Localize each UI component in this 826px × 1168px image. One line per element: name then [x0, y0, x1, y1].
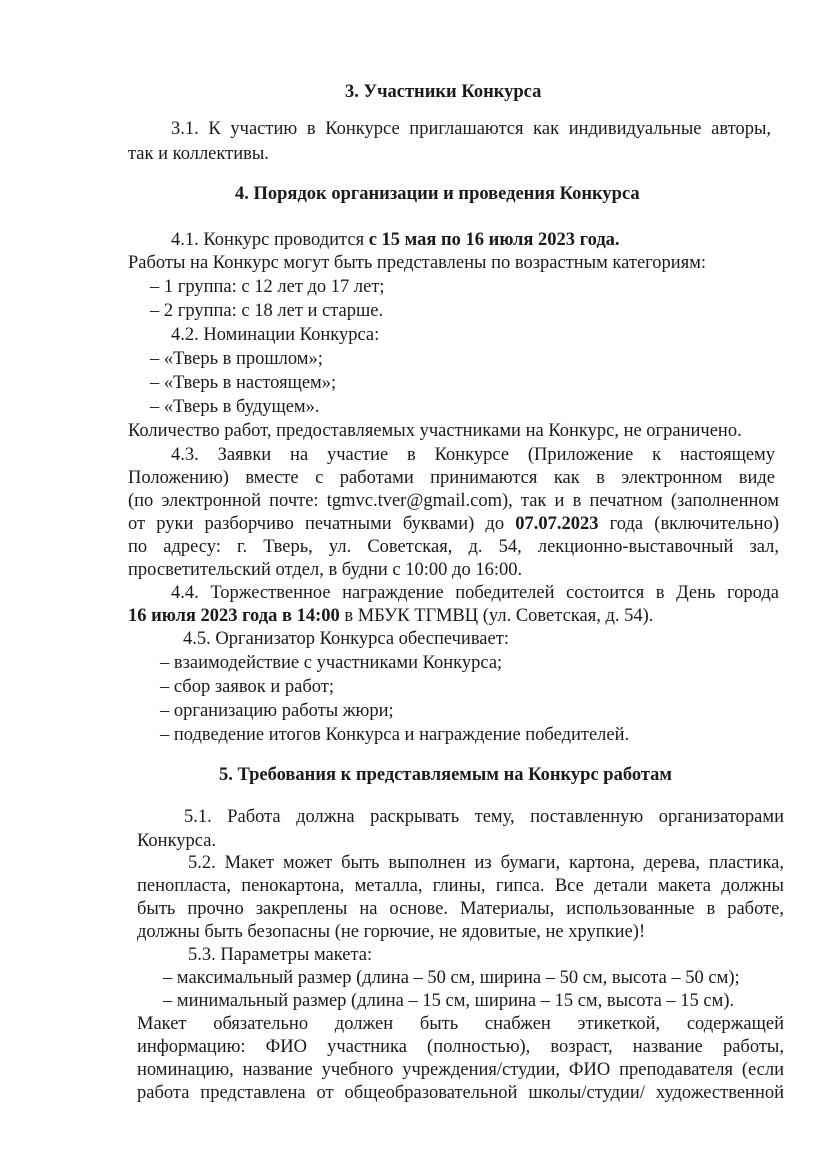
paragraph-4-1-line: Работы на Конкурс могут быть представлены по возрастным категориям:: [128, 253, 707, 273]
list-item-size: – минимальный размер (длина – 15 см, ширина – 15 см, высота – 15 см).: [163, 991, 735, 1011]
paragraph-5-2-line: 5.2. Макет может быть выполнен из бумаги, картона, дерева, пластика,: [188, 853, 784, 873]
list-item-duty: – организацию работы жюри;: [160, 701, 394, 721]
section-4-heading: 4. Порядок организации и проведения Конкурса: [235, 184, 640, 204]
paragraph-5-4-line: Макет обязательно должен быть снабжен этикеткой, содержащей: [137, 1014, 784, 1034]
paragraph-4-3-line: просветительский отдел, в будни с 10:00 до 16:00.: [128, 560, 523, 580]
paragraph-4-3-line: Положению) вместе с работами принимаются как в электронном виде: [128, 468, 775, 488]
paragraph-5-4-line: номинацию, название учебного учреждения/студии, ФИО преподавателя (если: [137, 1060, 784, 1080]
paragraph-4-4-line: 16 июля 2023 года в 14:00 в МБУК ТГМВЦ (ул. Советская, д. 54).: [128, 606, 654, 626]
paragraph-5-4-line: информацию: ФИО участника (полностью), возраст, название работы,: [137, 1037, 784, 1057]
list-item-duty: – взаимодействие с участниками Конкурса;: [160, 653, 503, 673]
paragraph-4-3-line: от руки разборчиво печатными буквами) до 07.07.2023 года (включительно): [128, 514, 779, 534]
paragraph-5-2-line: быть прочно закреплены на основе. Материалы, использованные в работе,: [137, 899, 784, 919]
paragraph-4-3-line: (по электронной почте: tgmvc.tver@gmail.com), так и в печатном (заполненном: [128, 491, 779, 511]
paragraph-4-3-line: 4.3. Заявки на участие в Конкурсе (Приложение к настоящему: [171, 445, 775, 465]
paragraph-3-1-line: так и коллективы.: [128, 144, 269, 164]
paragraph-5-1-line: Конкурса.: [137, 831, 217, 851]
paragraph-4-1-line: 4.1. Конкурс проводится с 15 мая по 16 июля 2023 года.: [171, 230, 620, 250]
section-5-heading: 5. Требования к представляемым на Конкурс работам: [219, 765, 672, 785]
paragraph-4-5: 4.5. Организатор Конкурса обеспечивает:: [183, 629, 509, 649]
paragraph-4-3-line: по адресу: г. Тверь, ул. Советская, д. 54, лекционно-выставочный зал,: [128, 537, 779, 557]
list-item-duty: – подведение итогов Конкурса и награждение победителей.: [160, 725, 630, 745]
list-item-nomination: – «Тверь в настоящем»;: [150, 373, 337, 393]
paragraph-5-2-line: должны быть безопасны (не горючие, не ядовитые, не хрупкие)!: [137, 922, 646, 942]
list-item-duty: – сбор заявок и работ;: [160, 677, 334, 697]
paragraph-5-1-line: 5.1. Работа должна раскрывать тему, поставленную организаторами: [184, 807, 784, 827]
list-item-group: – 1 группа: с 12 лет до 17 лет;: [150, 277, 385, 297]
section-3-heading: 3. Участники Конкурса: [345, 82, 542, 102]
paragraph-3-1-line: 3.1. К участию в Конкурсе приглашаются как индивидуальные авторы,: [171, 119, 771, 139]
works-count-note: Количество работ, предоставляемых участниками на Конкурс, не ограничено.: [128, 421, 742, 441]
paragraph-4-4-line: 4.4. Торжественное награждение победителей состоится в День города: [171, 583, 779, 603]
list-item-group: – 2 группа: с 18 лет и старше.: [150, 301, 384, 321]
list-item-nomination: – «Тверь в прошлом»;: [150, 349, 323, 369]
paragraph-5-3: 5.3. Параметры макета:: [188, 945, 373, 965]
paragraph-4-2: 4.2. Номинации Конкурса:: [171, 325, 380, 345]
list-item-size: – максимальный размер (длина – 50 см, ширина – 50 см, высота – 50 см);: [163, 968, 740, 988]
list-item-nomination: – «Тверь в будущем».: [150, 397, 320, 417]
paragraph-5-2-line: пенопласта, пенокартона, металла, глины, гипса. Все детали макета должны: [137, 876, 784, 896]
paragraph-5-4-line: работа представлена от общеобразовательной школы/студии/ художественной: [137, 1083, 784, 1103]
